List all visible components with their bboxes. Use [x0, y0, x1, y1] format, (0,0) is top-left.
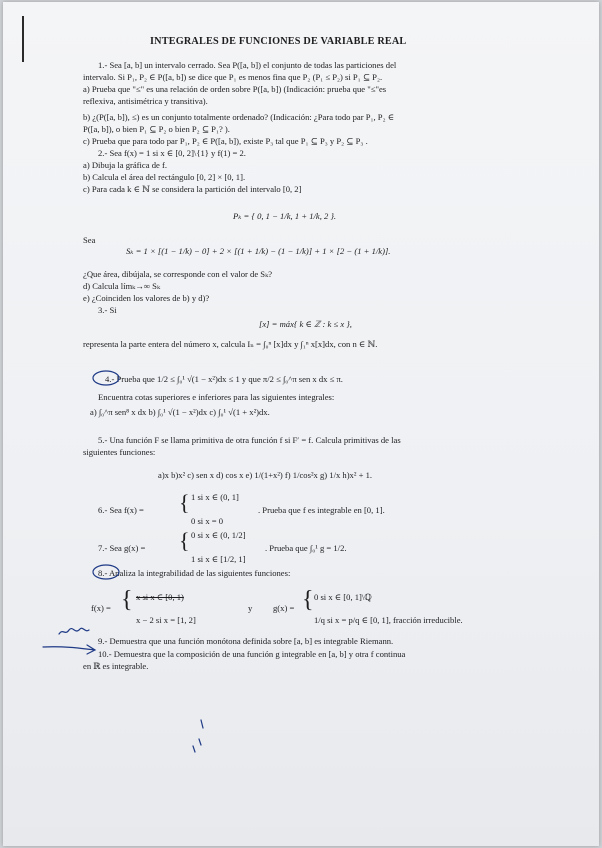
display-equation: Pₖ = { 0, 1 − 1/k, 1 + 1/k, 2 }. — [233, 211, 337, 221]
text-line: 2.- Sea f(x) = 1 si x ∈ [0, 2]\{1} y f(1) = 2. — [98, 148, 246, 158]
text-line: reflexiva, antisimétrica y transitiva). — [83, 96, 208, 106]
text-line: c) Para cada k ∈ ℕ se considera la partición del intervalo [0, 2] — [83, 184, 302, 194]
case-line: 0 si x ∈ (0, 1/2] — [191, 530, 246, 540]
text-line: a)x b)x² c) sen x d) cos x e) 1/(1+x²) f) 1/cos²x g) 1/x h)x² + 1. — [158, 470, 373, 480]
text-line: 10.- Demuestra que la composición de una función g integrable en [a, b] y otra f continua — [98, 649, 406, 659]
text-line: ¿Que área, dibújala, se corresponde con el valor de Sₖ? — [83, 269, 273, 279]
text-line: 9.- Demuestra que una función monótona definida sobre [a, b] es integrable Riemann. — [98, 636, 394, 646]
circle-mark-4 — [93, 371, 119, 385]
text-line: a) Dibuja la gráfica de f. — [83, 160, 167, 170]
text-line: 8.- Analiza la integrabilidad de las siguientes funciones: — [98, 568, 291, 578]
left-brace: { — [302, 587, 314, 613]
text-line: 1.- Sea [a, b] un intervalo cerrado. Sea P([a, b]) el conjunto de todas las particiones del — [98, 60, 397, 70]
text-line: 5.- Una función F se llama primitiva de otra función f si F′ = f. Calcula primitivas de las — [98, 435, 401, 445]
text-line: siguientes funciones: — [83, 447, 156, 457]
function-label: g(x) = — [273, 603, 295, 613]
text-line: Sea — [83, 235, 96, 245]
arrow-mark — [43, 645, 95, 654]
text-line: en ℝ es integrable. — [83, 661, 149, 671]
left-brace: { — [179, 528, 190, 553]
function-label: f(x) = — [91, 603, 111, 613]
text-line: . Prueba que f es integrable en [0, 1]. — [258, 505, 385, 515]
stray-pen-marks — [193, 720, 203, 752]
left-brace: { — [179, 490, 190, 515]
document-page — [3, 2, 599, 846]
text-line: Encuentra cotas superiores e inferiores para las siguientes integrales: — [98, 392, 335, 402]
document-title: INTEGRALES DE FUNCIONES DE VARIABLE REAL — [150, 36, 407, 47]
text-line: a) ∫₀^π sen⁸ x dx b) ∫₀¹ √(1 − x²)dx c) ∫₀¹ √(1 + x²)dx. — [90, 407, 270, 417]
text-line: e) ¿Coinciden los valores de b) y d)? — [83, 293, 210, 303]
circle-mark-8 — [93, 565, 119, 579]
case-line-struck: x si x ∈ [0, 1) — [136, 592, 184, 602]
text-line: P([a, b]), o bien P₁ ⊆ P₂ o bien P₂ ⊆ P₁? ). — [83, 124, 230, 134]
case-line: 1 si x ∈ (0, 1] — [191, 492, 239, 502]
display-equation: Sₖ = 1 × [(1 − 1/k) − 0] + 2 × [(1 + 1/k) − (1 − 1/k)] + 1 × [2 − (1 + 1/k)]. — [126, 246, 391, 256]
case-line: x − 2 si x = [1, 2] — [136, 615, 196, 625]
text-line: d) Calcula límₖ→∞ Sₖ — [83, 281, 161, 291]
text-line: 7.- Sea g(x) = — [98, 543, 146, 553]
case-line: 0 si x ∈ [0, 1]\ℚ — [314, 592, 372, 602]
text-line: 4.- Prueba que 1/2 ≤ ∫₀¹ √(1 − x²)dx ≤ 1 y que π/2 ≤ ∫₀^π sen x dx ≤ π. — [105, 374, 343, 384]
case-line: 1 si x ∈ [1/2, 1] — [191, 554, 246, 564]
text-line: 6.- Sea f(x) = — [98, 505, 144, 515]
case-line: 1/q si x = p/q ∈ [0, 1], fracción irreducible. — [314, 615, 463, 625]
display-equation: [x] = máx{ k ∈ ℤ : k ≤ x }, — [259, 319, 352, 329]
left-brace: { — [121, 587, 133, 613]
scribble-mark — [59, 628, 89, 634]
text-line: . Prueba que ∫₀¹ g = 1/2. — [265, 543, 347, 553]
text-line: b) ¿(P([a, b]), ≤) es un conjunto totalmente ordenado? (Indicación: ¿Para todo par P₁, P₂ ∈ — [83, 112, 395, 122]
text-line: representa la parte entera del número x, calcula Iₙ = ∫₀ⁿ [x]dx y ∫₁ⁿ x[x]dx, con n ∈ ℕ. — [83, 339, 378, 349]
case-line: 0 si x = 0 — [191, 516, 224, 526]
text-line: a) Prueba que "≤" es una relación de orden sobre P([a, b]) (Indicación: prueba que "≤"es — [83, 84, 387, 94]
text-line: y — [248, 603, 253, 613]
text-line: intervalo. Si P₁, P₂ ∈ P([a, b]) se dice que P₁ es menos fina que P₂ (P₁ ≤ P₂) si P₁ ⊆ P₂. — [83, 72, 383, 82]
text-line: c) Prueba que para todo par P₁, P₂ ∈ P([a, b]), existe P₃ tal que P₁ ⊆ P₃ y P₂ ⊆ P₃ . — [83, 136, 368, 146]
text-line: 3.- Si — [98, 305, 117, 315]
text-line: b) Calcula el área del rectángulo [0, 2] × [0, 1]. — [83, 172, 246, 182]
handwritten-annotations — [3, 2, 599, 846]
